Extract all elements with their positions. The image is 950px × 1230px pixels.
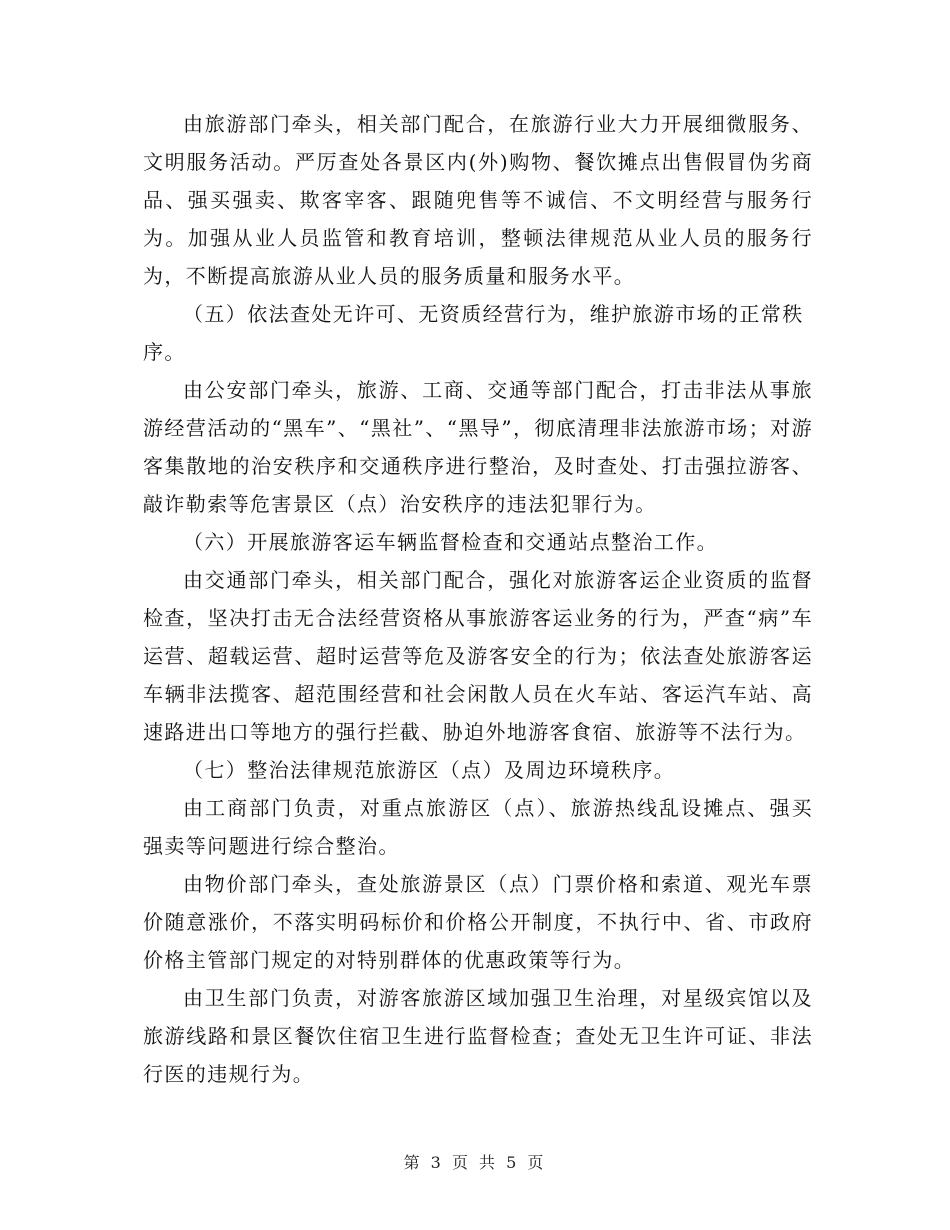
paragraph-transport: 由交通部门牵头，相关部门配合，强化对旅游客运企业资质的监督检查，坚决打击无合法经营资格从事旅游客运业务的行为，严查“病”车运营、超载运营、超时运营等危及游客安全的行为；依法查处旅游客运车辆非法揽客、超范围经营和社会闲散人员在火车站、客运汽车站、高速路进出口等地方的强行拦截、胁迫外地游客食宿、旅游等不法行为。 bbox=[143, 568, 813, 744]
paragraph-health: 由卫生部门负责，对游客旅游区域加强卫生治理，对星级宾馆以及旅游线路和景区餐饮住宿卫生进行监督检查；查处无卫生许可证、非法行医的违规行为。 bbox=[143, 986, 813, 1086]
document-body bbox=[143, 105, 813, 1093]
paragraph-pricing: 由物价部门牵头，查处旅游景区（点）门票价格和索道、观光车票价随意涨价，不落实明码标价和价格公开制度，不执行中、省、市政府价格主管部门规定的对特别群体的优惠政策等行为。 bbox=[143, 872, 813, 972]
section-heading-seven: （七）整治法律规范旅游区（点）及周边环境秩序。 bbox=[183, 758, 676, 782]
paragraph-tourism-service: 由旅游部门牵头，相关部门配合，在旅游行业大力开展细微服务、文明服务活动。严厉查处各景区内(外)购物、餐饮摊点出售假冒伪劣商品、强买强卖、欺客宰客、跟随兜售等不诚信、不文明经营与服务行为。加强从业人员监管和教育培训，整顿法律规范从业人员的服务行为，不断提高旅游从业人员的服务质量和服务水平。 bbox=[143, 112, 813, 288]
section-heading-five: （五）依法查处无许可、无资质经营行为，维护旅游市场的正常秩序。 bbox=[143, 302, 804, 364]
paragraph-commerce: 由工商部门负责，对重点旅游区（点）、旅游热线乱设摊点、强买强卖等问题进行综合整治。 bbox=[143, 796, 813, 858]
page-number-footer: 第 3 页 共 5 页 bbox=[403, 1153, 547, 1172]
paragraph-public-security: 由公安部门牵头，旅游、工商、交通等部门配合，打击非法从事旅游经营活动的“黑车”、“黑社”、“黑导”，彻底清理非法旅游市场；对游客集散地的治安秩序和交通秩序进行整治，及时查处、打击强拉游客、敲诈勒索等危害景区（点）治安秩序的违法犯罪行为。 bbox=[143, 378, 813, 516]
section-heading-six: （六）开展旅游客运车辆监督检查和交通站点整治工作。 bbox=[183, 530, 718, 554]
